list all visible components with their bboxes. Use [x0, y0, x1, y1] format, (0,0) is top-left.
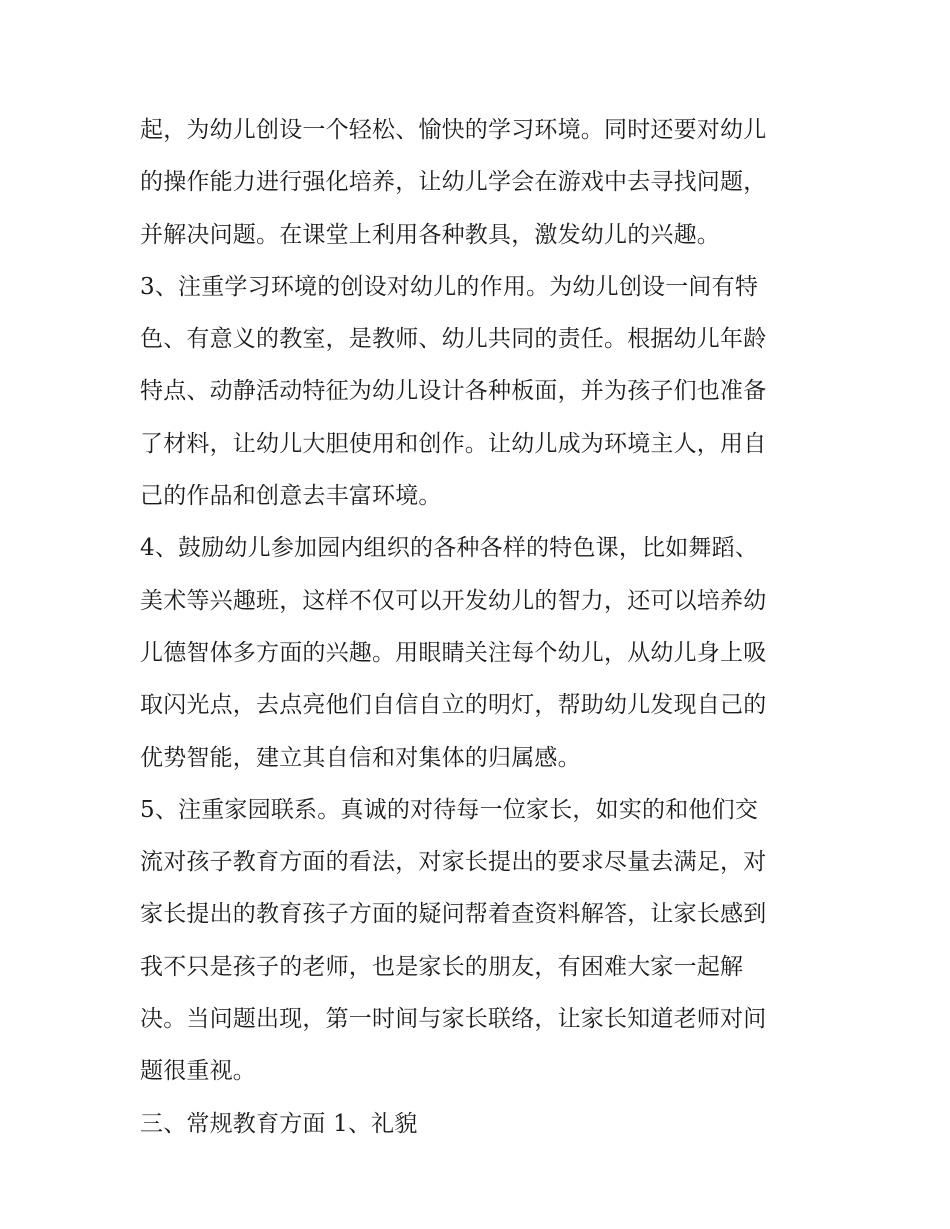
text-line: 起，为幼儿创设一个轻松、愉快的学习环境。同时还要对幼儿 — [140, 117, 767, 143]
text-line: 决。当问题出现，第一时间与家长联络，让家长知道老师对问 — [140, 1006, 767, 1033]
text-line: 优势智能，建立其自信和对集体的归属感。 — [140, 744, 581, 771]
text-line: 5、注重家园联系。真诚的对待每一位家长，如实的和他们交 — [140, 796, 759, 823]
text-line: 色、有意义的教室，是教师、幼儿共同的责任。根据幼儿年龄 — [140, 326, 767, 353]
text-line: 了材料，让幼儿大胆使用和创作。让幼儿成为环境主人，用自 — [140, 430, 767, 457]
text-line: 流对孩子教育方面的看法，对家长提出的要求尽量去满足，对 — [140, 849, 767, 876]
text-line: 儿德智体多方面的兴趣。用眼睛关注每个幼儿，从幼儿身上吸 — [140, 639, 767, 666]
text-line: 特点、动静活动特征为幼儿设计各种板面，并为孩子们也准备 — [140, 378, 767, 405]
text-line: 取闪光点，去点亮他们自信自立的明灯，帮助幼儿发现自己的 — [140, 692, 767, 719]
text-line: 我不只是孩子的老师，也是家长的朋友，有困难大家一起解 — [140, 953, 744, 980]
text-line: 三、常规教育方面 1、礼貌 — [140, 1110, 418, 1137]
text-line: 4、鼓励幼儿参加园内组织的各种各样的特色课，比如舞蹈、 — [140, 535, 759, 562]
text-line: 题很重视。 — [140, 1058, 256, 1085]
text-line: 己的作品和创意去丰富环境。 — [140, 483, 442, 510]
text-line: 家长提出的教育孩子方面的疑问帮着查资料解答，让家长感到 — [140, 901, 767, 928]
text-line: 的操作能力进行强化培养，让幼儿学会在游戏中去寻找问题， — [140, 169, 767, 196]
document-body — [140, 104, 820, 1150]
text-line: 美术等兴趣班，这样不仅可以开发幼儿的智力，还可以培养幼 — [140, 587, 767, 614]
text-line: 并解决问题。在课堂上利用各种教具，激发幼儿的兴趣。 — [140, 221, 720, 248]
text-line: 3、注重学习环境的创设对幼儿的作用。为幼儿创设一间有特 — [140, 273, 759, 300]
